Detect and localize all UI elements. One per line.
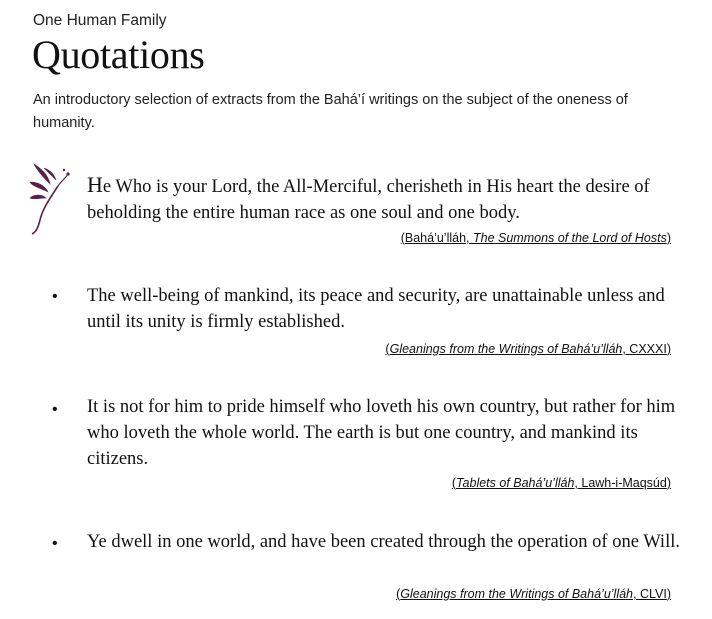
citation-author: Bahá’u’lláh, [404,231,473,245]
quote-text: It is not for him to pride himself who loveth his own country, but rather for him who loveth the whole world. The earth is but one country, and mankind its citizens. [87,397,676,469]
citation-title: Gleanings from the Writings of Bahá’u’lláh [389,342,623,356]
citation-ref: , CLVI [633,587,667,601]
series-label: One Human Family [33,12,167,29]
citation-title: The Summons of the Lord of Hosts [472,231,667,245]
quote-text: Ye dwell in one world, and have been created through the operation of one Will. [87,532,680,552]
quote-text: The well-being of mankind, its peace and security, are unattainable unless and until its unity is firmly established. [87,286,665,332]
quote-body: e Who is your Lord, the All-Merciful, cherisheth in His heart the desire of beholding the entire human race as one soul and one body. [87,177,650,223]
citation-link[interactable]: (Gleanings from the Writings of Bahá’u’lláh, CLVI) [396,587,671,601]
bullet-icon: • [52,535,58,552]
bullet-icon: • [52,288,58,305]
citation-title: Tablets of Bahá’u’lláh [456,476,575,490]
quote-text [87,172,687,226]
citation-ref: , CXXXI [622,342,667,356]
intro-text: An introductory selection of extracts from the Bahá’í writings on the subject of the oneness of humanity. [33,92,628,131]
leaf-flourish-icon [28,162,72,236]
citation-title: Gleanings from the Writings of Bahá’u’lláh [400,587,634,601]
citation-ref: , Lawh-i-Maqsúd [574,476,667,490]
citation-link[interactable]: (Gleanings from the Writings of Bahá’u’lláh, CXXXI) [385,342,671,356]
bullet-icon: • [52,401,58,418]
page-title: Quotations [32,32,205,77]
drop-cap: H [87,172,103,197]
citation-link[interactable]: (Bahá’u’lláh, The Summons of the Lord of Hosts) [400,231,671,245]
citation-link[interactable]: (Tablets of Bahá’u’lláh, Lawh-i-Maqsúd) [451,476,671,490]
